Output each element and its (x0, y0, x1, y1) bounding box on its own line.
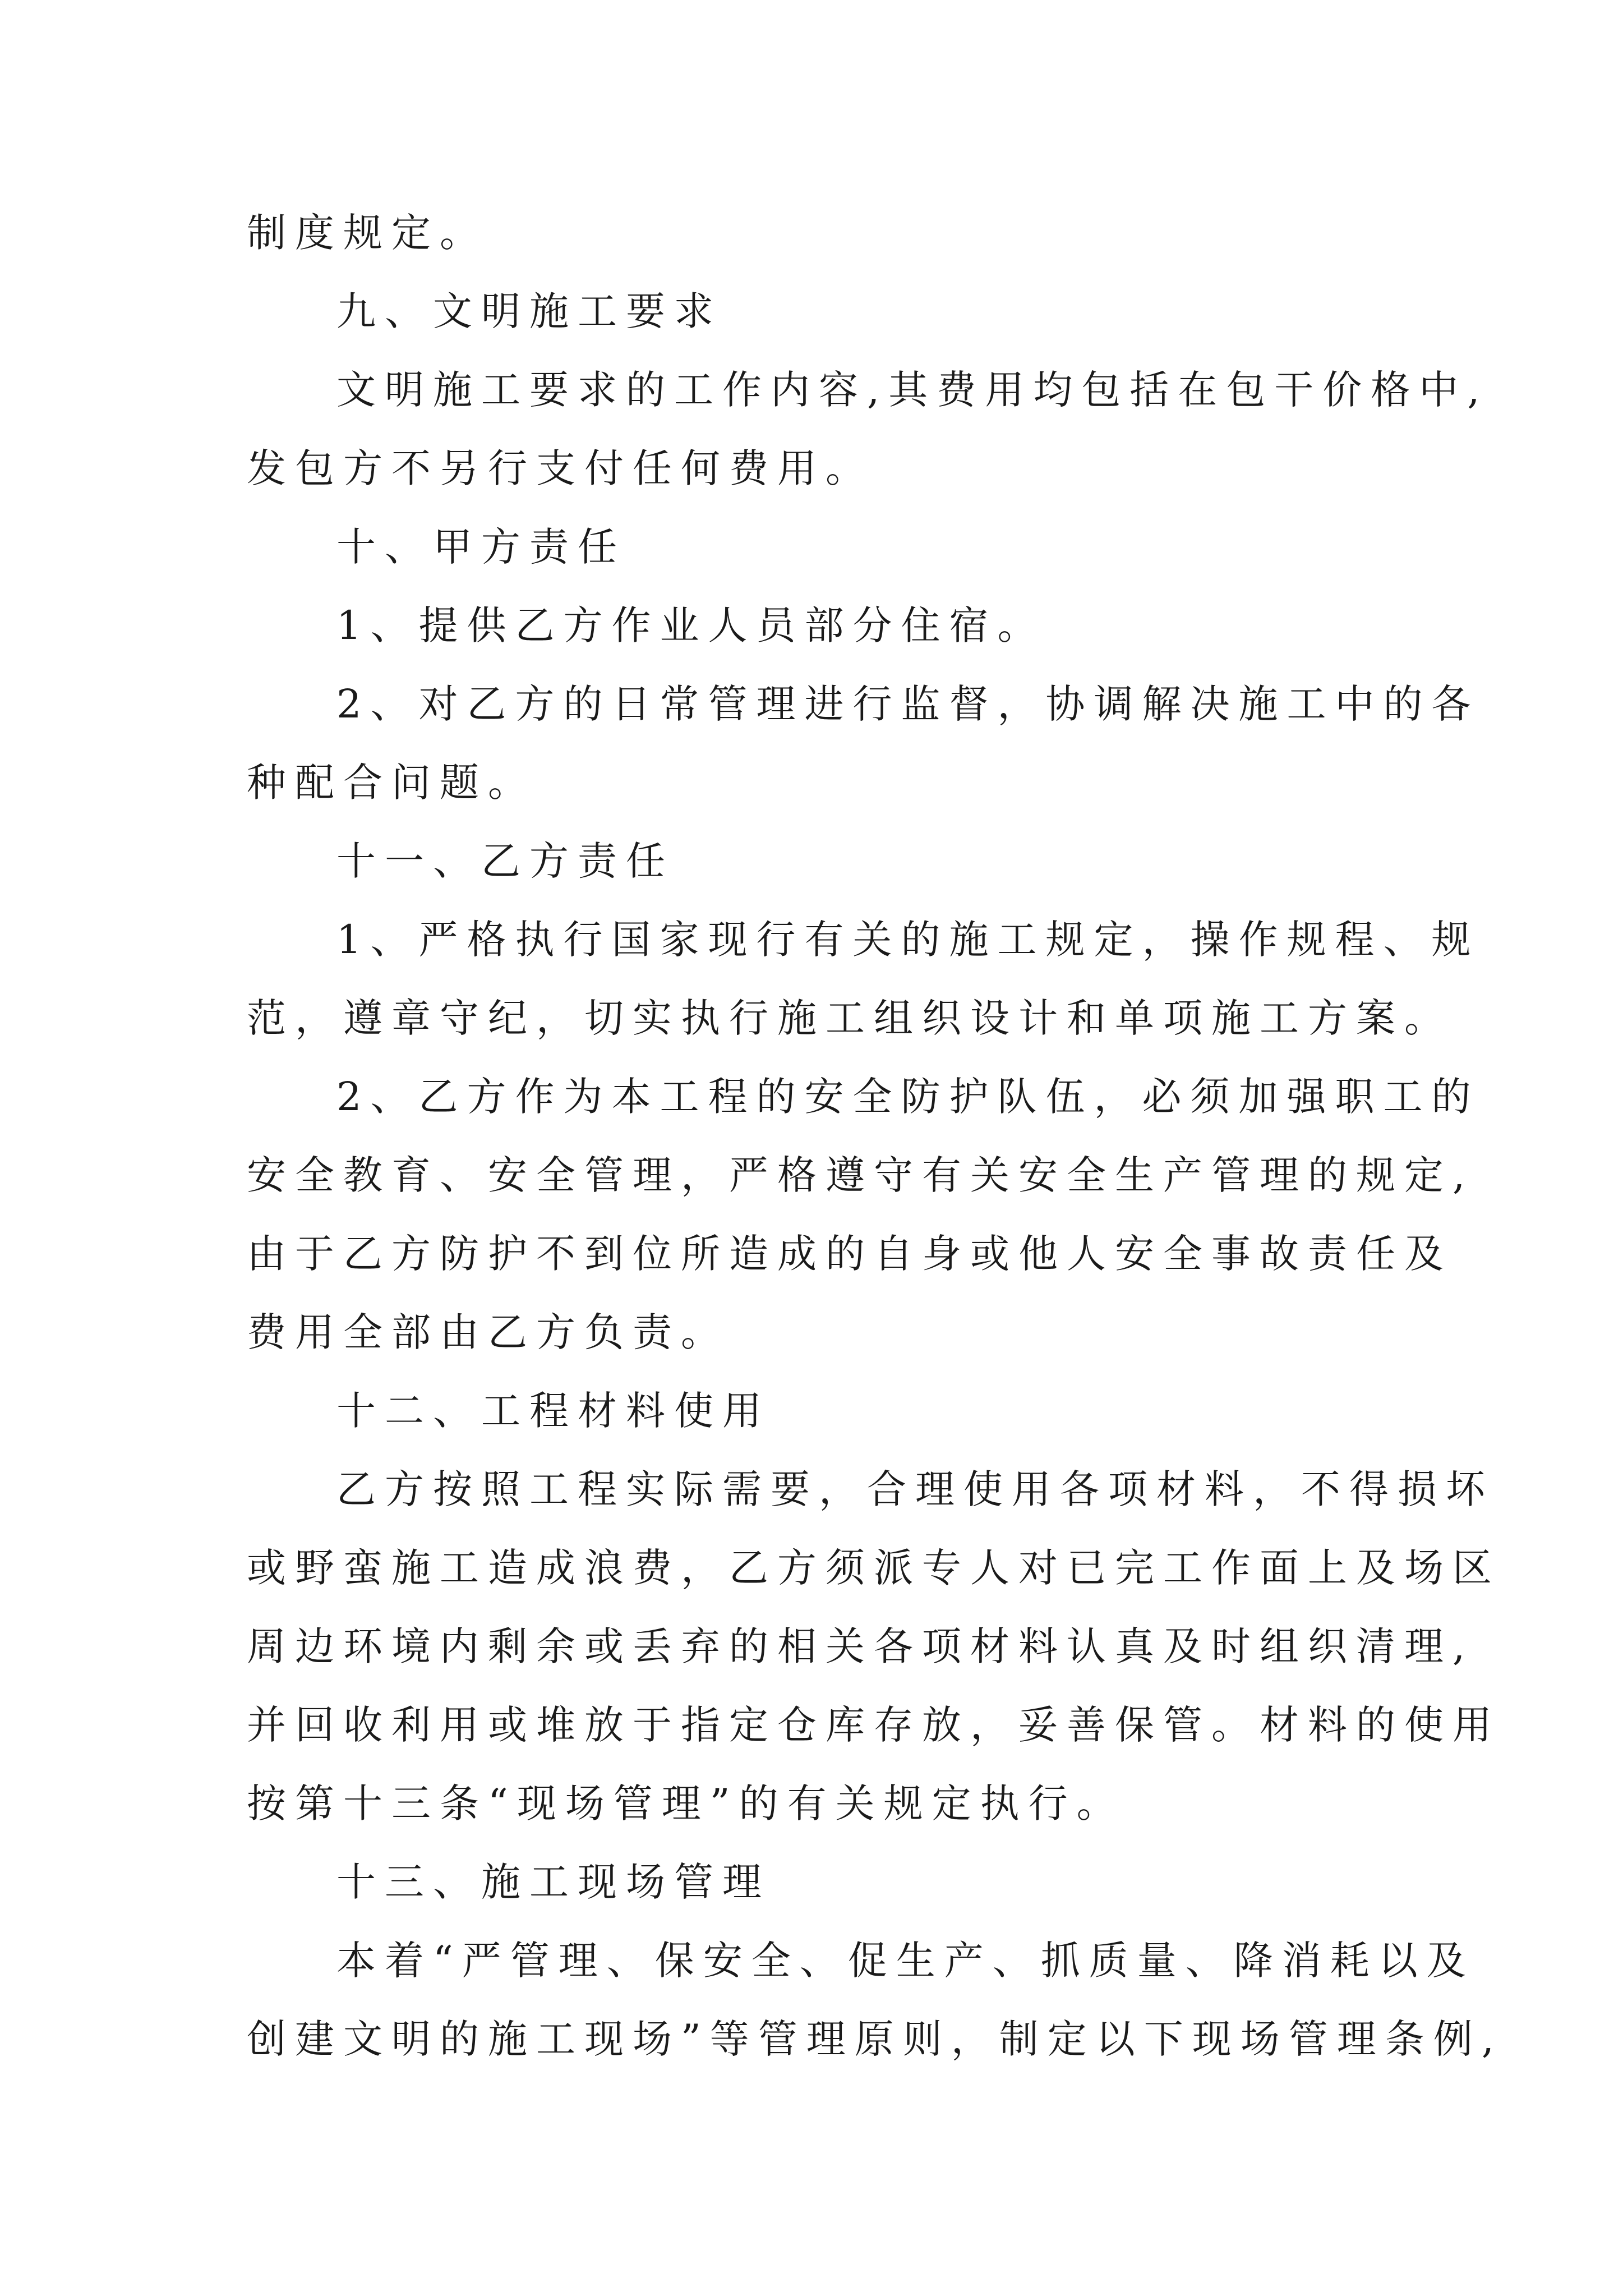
section-heading-10: 十、甲方责任 (336, 524, 626, 570)
paragraph-line: 乙方按照工程实际需要，合理使用各项材料，不得损坏 (336, 1466, 1494, 1512)
list-item-line: 范，遵章守纪，切实执行施工组织设计和单项施工方案。 (247, 995, 1453, 1041)
section-heading-11: 十一、乙方责任 (336, 838, 674, 884)
paragraph-line: 按第十三条“现场管理”的有关规定执行。 (247, 1780, 1125, 1826)
paragraph-line: 或野蛮施工造成浪费，乙方须派专人对已完工作面上及场区 (247, 1545, 1501, 1591)
list-item-line: 1、提供乙方作业人员部分住宿。 (336, 602, 1046, 648)
paragraph-line: 创建文明的施工现场”等管理原则，制定以下现场管理条例, (247, 2016, 1504, 2062)
section-heading-9: 九、文明施工要求 (336, 288, 722, 334)
list-item-line: 2、乙方作为本工程的安全防护队伍，必须加强职工的 (336, 1074, 1480, 1120)
list-item-line: 安全教育、安全管理，严格遵守有关安全生产管理的规定, (247, 1152, 1474, 1198)
list-item-line: 费用全部由乙方负责。 (247, 1309, 729, 1355)
paragraph-line: 文明施工要求的工作内容,其费用均包括在包干价格中, (336, 367, 1489, 413)
list-item-line: 由于乙方防护不到位所造成的自身或他人安全事故责任及 (247, 1231, 1453, 1277)
list-item-line: 2、对乙方的日常管理进行监督，协调解决施工中的各 (336, 681, 1480, 727)
paragraph-line: 并回收利用或堆放于指定仓库存放，妥善保管。材料的使用 (247, 1702, 1501, 1748)
list-item-line: 1、严格执行国家现行有关的施工规定，操作规程、规 (336, 917, 1480, 963)
paragraph-line: 发包方不另行支付任何费用。 (247, 445, 874, 491)
paragraph-line: 本着“严管理、保安全、促生产、抓质量、降消耗以及 (336, 1938, 1475, 1984)
list-item-line: 种配合问题。 (247, 760, 536, 806)
paragraph-continuation: 制度规定。 (247, 210, 488, 256)
section-heading-12: 十二、工程材料使用 (336, 1388, 771, 1434)
paragraph-line: 周边环境内剩余或丢弃的相关各项材料认真及时组织清理, (247, 1623, 1474, 1669)
section-heading-13: 十三、施工现场管理 (336, 1859, 771, 1905)
